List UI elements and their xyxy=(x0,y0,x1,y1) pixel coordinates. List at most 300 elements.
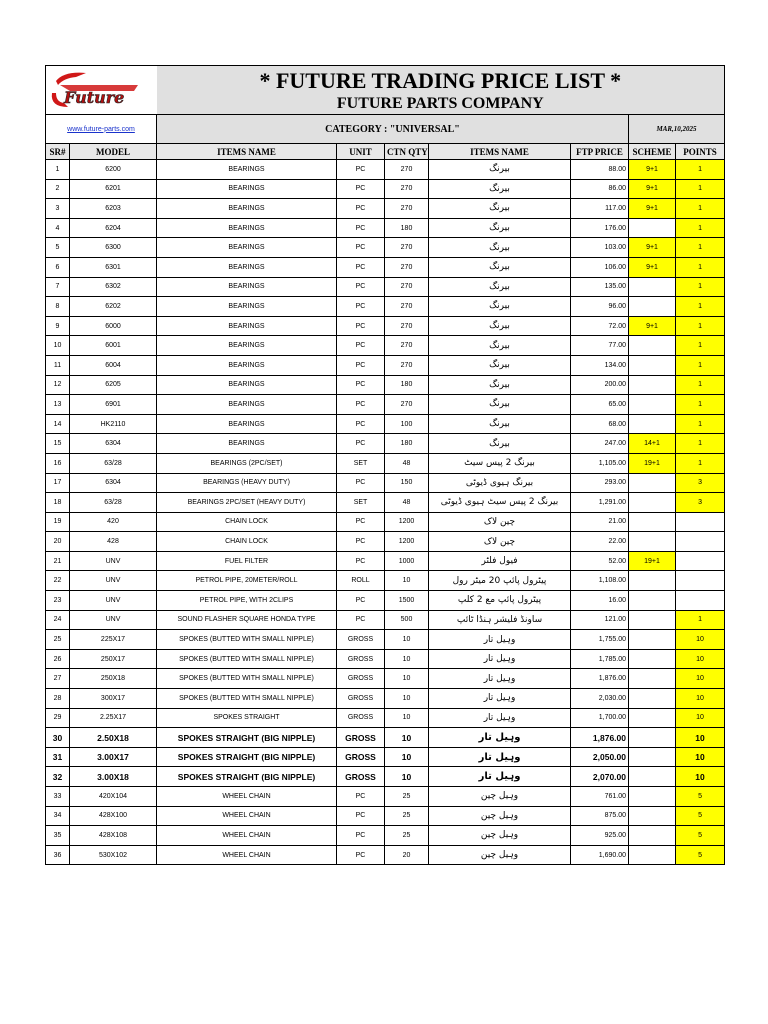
cell-scheme xyxy=(629,708,676,728)
cell-ctn-qty: 270 xyxy=(385,355,429,375)
cell-scheme xyxy=(629,669,676,689)
table-row xyxy=(46,669,725,689)
cell-ctn-qty: 10 xyxy=(385,571,429,591)
cell-item-name: CHAIN LOCK xyxy=(157,512,337,532)
cell-ftp-price: 16.00 xyxy=(571,591,629,611)
table-row xyxy=(46,395,725,415)
cell-item-name: BEARINGS (HEAVY DUTY) xyxy=(157,473,337,493)
cell-points xyxy=(676,551,725,571)
cell-item-name-urdu: وہیل چین xyxy=(429,826,571,846)
cell-ctn-qty: 10 xyxy=(385,747,429,767)
cell-sr: 35 xyxy=(46,826,70,846)
cell-scheme xyxy=(629,689,676,709)
cell-item-name: SPOKES (BUTTED WITH SMALL NIPPLE) xyxy=(157,649,337,669)
table-row xyxy=(46,316,725,336)
cell-sr: 13 xyxy=(46,395,70,415)
col-ftp-price: FTP PRICE xyxy=(571,144,629,160)
cell-ctn-qty: 1000 xyxy=(385,551,429,571)
cell-ftp-price: 86.00 xyxy=(571,179,629,199)
cell-ctn-qty: 1200 xyxy=(385,512,429,532)
cell-scheme xyxy=(629,336,676,356)
cell-unit: PC xyxy=(337,238,385,258)
cell-ftp-price: 65.00 xyxy=(571,395,629,415)
cell-item-name: BEARINGS xyxy=(157,414,337,434)
cell-points xyxy=(676,512,725,532)
cell-ctn-qty: 25 xyxy=(385,826,429,846)
cell-scheme xyxy=(629,591,676,611)
cell-model: 300X17 xyxy=(70,689,157,709)
cell-model: 6205 xyxy=(70,375,157,395)
cell-item-name-urdu: بیرنگ 2 پیس سیٹ ہیوی ڈیوٹی xyxy=(429,493,571,513)
cell-sr: 31 xyxy=(46,747,70,767)
cell-ctn-qty: 180 xyxy=(385,375,429,395)
cell-sr: 11 xyxy=(46,355,70,375)
cell-item-name: BEARINGS 2PC/SET (HEAVY DUTY) xyxy=(157,493,337,513)
cell-points: 5 xyxy=(676,826,725,846)
cell-item-name: BEARINGS xyxy=(157,375,337,395)
cell-scheme xyxy=(629,375,676,395)
cell-item-name-urdu: پیٹرول پائپ مع 2 کلپ xyxy=(429,591,571,611)
cell-ftp-price: 52.00 xyxy=(571,551,629,571)
cell-ctn-qty: 270 xyxy=(385,277,429,297)
cell-ftp-price: 247.00 xyxy=(571,434,629,454)
cell-ctn-qty: 48 xyxy=(385,493,429,513)
cell-item-name: SPOKES (BUTTED WITH SMALL NIPPLE) xyxy=(157,689,337,709)
cell-ftp-price: 2,070.00 xyxy=(571,767,629,787)
cell-sr: 21 xyxy=(46,551,70,571)
cell-sr: 6 xyxy=(46,257,70,277)
cell-model: 420 xyxy=(70,512,157,532)
cell-scheme xyxy=(629,218,676,238)
table-row xyxy=(46,610,725,630)
cell-item-name: BEARINGS xyxy=(157,297,337,317)
cell-model: 6901 xyxy=(70,395,157,415)
cell-sr: 26 xyxy=(46,649,70,669)
cell-ctn-qty: 270 xyxy=(385,336,429,356)
cell-unit: PC xyxy=(337,160,385,180)
cell-points: 10 xyxy=(676,689,725,709)
cell-item-name: BEARINGS xyxy=(157,395,337,415)
cell-item-name-urdu: وہیل تار xyxy=(429,689,571,709)
col-ctn-qty: CTN QTY xyxy=(385,144,429,160)
cell-ftp-price: 1,108.00 xyxy=(571,571,629,591)
cell-points: 3 xyxy=(676,473,725,493)
col-items-name: ITEMS NAME xyxy=(157,144,337,160)
cell-item-name-urdu: چین لاک xyxy=(429,532,571,552)
cell-model: 6202 xyxy=(70,297,157,317)
table-row xyxy=(46,767,725,787)
cell-scheme xyxy=(629,395,676,415)
cell-unit: GROSS xyxy=(337,747,385,767)
cell-points: 1 xyxy=(676,434,725,454)
cell-unit: PC xyxy=(337,355,385,375)
table-row xyxy=(46,591,725,611)
cell-scheme xyxy=(629,826,676,846)
table-row xyxy=(46,728,725,748)
cell-model: 6301 xyxy=(70,257,157,277)
cell-ftp-price: 88.00 xyxy=(571,160,629,180)
cell-model: 3.00X17 xyxy=(70,747,157,767)
cell-item-name: PETROL PIPE, WITH 2CLIPS xyxy=(157,591,337,611)
cell-item-name-urdu: وہیل چین xyxy=(429,787,571,807)
cell-ctn-qty: 1500 xyxy=(385,591,429,611)
cell-unit: GROSS xyxy=(337,708,385,728)
cell-item-name: WHEEL CHAIN xyxy=(157,826,337,846)
cell-unit: GROSS xyxy=(337,649,385,669)
col-items-name-urdu: ITEMS NAME xyxy=(429,144,571,160)
cell-item-name: SPOKES (BUTTED WITH SMALL NIPPLE) xyxy=(157,669,337,689)
table-row xyxy=(46,277,725,297)
cell-unit: GROSS xyxy=(337,669,385,689)
cell-sr: 36 xyxy=(46,845,70,865)
table-row xyxy=(46,630,725,650)
cell-item-name: BEARINGS xyxy=(157,316,337,336)
cell-ctn-qty: 25 xyxy=(385,787,429,807)
cell-item-name-urdu: چین لاک xyxy=(429,512,571,532)
table-row xyxy=(46,708,725,728)
cell-item-name-urdu: بیرنگ xyxy=(429,395,571,415)
cell-model: 6200 xyxy=(70,160,157,180)
cell-model: 6001 xyxy=(70,336,157,356)
website-link[interactable]: www.future-parts.com xyxy=(67,125,135,133)
cell-item-name: SOUND FLASHER SQUARE HONDA TYPE xyxy=(157,610,337,630)
cell-scheme xyxy=(629,649,676,669)
table-row xyxy=(46,297,725,317)
cell-unit: PC xyxy=(337,845,385,865)
cell-points: 10 xyxy=(676,747,725,767)
table-row xyxy=(46,257,725,277)
cell-item-name-urdu: پیٹرول پائپ 20 میٹر رول xyxy=(429,571,571,591)
cell-points: 1 xyxy=(676,355,725,375)
table-row xyxy=(46,218,725,238)
cell-sr: 5 xyxy=(46,238,70,258)
cell-item-name-urdu: وہیل تار xyxy=(429,728,571,748)
table-row xyxy=(46,434,725,454)
cell-item-name: SPOKES STRAIGHT (BIG NIPPLE) xyxy=(157,747,337,767)
cell-ftp-price: 875.00 xyxy=(571,806,629,826)
cell-ctn-qty: 500 xyxy=(385,610,429,630)
cell-ctn-qty: 270 xyxy=(385,395,429,415)
cell-sr: 1 xyxy=(46,160,70,180)
cell-ftp-price: 121.00 xyxy=(571,610,629,630)
table-row xyxy=(46,649,725,669)
cell-sr: 3 xyxy=(46,199,70,219)
table-row xyxy=(46,571,725,591)
cell-unit: PC xyxy=(337,806,385,826)
cell-unit: PC xyxy=(337,512,385,532)
cell-ctn-qty: 1200 xyxy=(385,532,429,552)
category-label: CATEGORY : "UNIVERSAL" xyxy=(157,115,629,144)
cell-unit: PC xyxy=(337,473,385,493)
cell-unit: PC xyxy=(337,551,385,571)
cell-sr: 19 xyxy=(46,512,70,532)
cell-unit: PC xyxy=(337,316,385,336)
cell-item-name: BEARINGS (2PC/SET) xyxy=(157,453,337,473)
table-row xyxy=(46,512,725,532)
cell-sr: 27 xyxy=(46,669,70,689)
cell-ftp-price: 22.00 xyxy=(571,532,629,552)
cell-ctn-qty: 10 xyxy=(385,669,429,689)
company-name: FUTURE PARTS COMPANY xyxy=(336,95,544,112)
cell-scheme: 9+1 xyxy=(629,179,676,199)
cell-item-name-urdu: وہیل چین xyxy=(429,806,571,826)
cell-ctn-qty: 10 xyxy=(385,708,429,728)
cell-ctn-qty: 270 xyxy=(385,257,429,277)
table-row xyxy=(46,532,725,552)
cell-scheme: 9+1 xyxy=(629,199,676,219)
cell-scheme: 9+1 xyxy=(629,238,676,258)
cell-ftp-price: 103.00 xyxy=(571,238,629,258)
cell-item-name-urdu: وہیل تار xyxy=(429,630,571,650)
cell-item-name: WHEEL CHAIN xyxy=(157,787,337,807)
cell-model: 63/28 xyxy=(70,453,157,473)
table-row xyxy=(46,179,725,199)
cell-item-name-urdu: بیرنگ xyxy=(429,199,571,219)
cell-scheme xyxy=(629,845,676,865)
cell-item-name: BEARINGS xyxy=(157,355,337,375)
cell-item-name: SPOKES STRAIGHT (BIG NIPPLE) xyxy=(157,728,337,748)
cell-points: 1 xyxy=(676,257,725,277)
cell-model: 428 xyxy=(70,532,157,552)
cell-sr: 20 xyxy=(46,532,70,552)
cell-unit: SET xyxy=(337,493,385,513)
cell-points: 1 xyxy=(676,160,725,180)
cell-ftp-price: 925.00 xyxy=(571,826,629,846)
column-header-row xyxy=(46,144,725,160)
cell-sr: 33 xyxy=(46,787,70,807)
cell-unit: PC xyxy=(337,787,385,807)
cell-scheme xyxy=(629,493,676,513)
cell-model: 6302 xyxy=(70,277,157,297)
cell-model: UNV xyxy=(70,610,157,630)
cell-unit: PC xyxy=(337,277,385,297)
cell-scheme: 9+1 xyxy=(629,257,676,277)
cell-scheme xyxy=(629,355,676,375)
cell-ctn-qty: 180 xyxy=(385,218,429,238)
cell-item-name-urdu: بیرنگ 2 پیس سیٹ xyxy=(429,453,571,473)
cell-unit: PC xyxy=(337,179,385,199)
cell-points: 1 xyxy=(676,336,725,356)
cell-unit: GROSS xyxy=(337,728,385,748)
cell-points: 5 xyxy=(676,845,725,865)
table-row xyxy=(46,160,725,180)
cell-ctn-qty: 25 xyxy=(385,806,429,826)
cell-sr: 10 xyxy=(46,336,70,356)
cell-scheme xyxy=(629,787,676,807)
cell-item-name: WHEEL CHAIN xyxy=(157,845,337,865)
cell-sr: 28 xyxy=(46,689,70,709)
cell-scheme xyxy=(629,806,676,826)
cell-ftp-price: 2,030.00 xyxy=(571,689,629,709)
cell-item-name-urdu: بیرنگ xyxy=(429,238,571,258)
cell-item-name-urdu: بیرنگ xyxy=(429,316,571,336)
cell-unit: PC xyxy=(337,375,385,395)
cell-ctn-qty: 270 xyxy=(385,179,429,199)
cell-ftp-price: 1,291.00 xyxy=(571,493,629,513)
cell-points: 1 xyxy=(676,297,725,317)
cell-sr: 25 xyxy=(46,630,70,650)
cell-points: 10 xyxy=(676,630,725,650)
cell-ftp-price: 68.00 xyxy=(571,414,629,434)
cell-item-name: PETROL PIPE, 20METER/ROLL xyxy=(157,571,337,591)
cell-model: UNV xyxy=(70,551,157,571)
cell-ftp-price: 135.00 xyxy=(571,277,629,297)
cell-model: UNV xyxy=(70,571,157,591)
cell-unit: GROSS xyxy=(337,767,385,787)
cell-ftp-price: 200.00 xyxy=(571,375,629,395)
cell-points: 10 xyxy=(676,669,725,689)
cell-model: 2.25X17 xyxy=(70,708,157,728)
cell-item-name: WHEEL CHAIN xyxy=(157,806,337,826)
cell-item-name: BEARINGS xyxy=(157,336,337,356)
cell-model: 530X102 xyxy=(70,845,157,865)
table-row xyxy=(46,747,725,767)
cell-item-name-urdu: وہیل تار xyxy=(429,649,571,669)
table-row xyxy=(46,826,725,846)
table-body xyxy=(46,160,725,865)
date-label: MAR,10,2025 xyxy=(629,115,725,144)
cell-item-name: BEARINGS xyxy=(157,277,337,297)
cell-points xyxy=(676,532,725,552)
cell-scheme xyxy=(629,767,676,787)
cell-model: 6000 xyxy=(70,316,157,336)
cell-item-name: SPOKES (BUTTED WITH SMALL NIPPLE) xyxy=(157,630,337,650)
page-title: * FUTURE TRADING PRICE LIST * xyxy=(259,68,622,93)
logo xyxy=(46,66,157,115)
table-row xyxy=(46,375,725,395)
cell-sr: 24 xyxy=(46,610,70,630)
cell-ctn-qty: 150 xyxy=(385,473,429,493)
cell-sr: 22 xyxy=(46,571,70,591)
cell-ftp-price: 176.00 xyxy=(571,218,629,238)
cell-ctn-qty: 270 xyxy=(385,238,429,258)
table-row xyxy=(46,355,725,375)
cell-item-name: SPOKES STRAIGHT (BIG NIPPLE) xyxy=(157,767,337,787)
table-row xyxy=(46,787,725,807)
cell-points: 1 xyxy=(676,414,725,434)
cell-item-name-urdu: وہیل تار xyxy=(429,747,571,767)
cell-item-name: BEARINGS xyxy=(157,199,337,219)
cell-ftp-price: 1,785.00 xyxy=(571,649,629,669)
cell-points: 10 xyxy=(676,767,725,787)
cell-sr: 8 xyxy=(46,297,70,317)
cell-scheme: 14+1 xyxy=(629,434,676,454)
cell-points: 1 xyxy=(676,453,725,473)
cell-points: 5 xyxy=(676,787,725,807)
cell-item-name-urdu: بیرنگ xyxy=(429,297,571,317)
cell-model: 428X108 xyxy=(70,826,157,846)
cell-ctn-qty: 100 xyxy=(385,414,429,434)
cell-ctn-qty: 180 xyxy=(385,434,429,454)
cell-ctn-qty: 270 xyxy=(385,199,429,219)
cell-sr: 14 xyxy=(46,414,70,434)
col-unit: UNIT xyxy=(337,144,385,160)
website-cell xyxy=(46,115,157,144)
cell-model: 2.50X18 xyxy=(70,728,157,748)
cell-scheme xyxy=(629,610,676,630)
cell-unit: PC xyxy=(337,434,385,454)
cell-item-name: BEARINGS xyxy=(157,179,337,199)
cell-sr: 2 xyxy=(46,179,70,199)
cell-points: 1 xyxy=(676,610,725,630)
cell-model: HK2110 xyxy=(70,414,157,434)
cell-sr: 34 xyxy=(46,806,70,826)
cell-points: 5 xyxy=(676,806,725,826)
table-row xyxy=(46,473,725,493)
cell-points: 1 xyxy=(676,375,725,395)
cell-sr: 7 xyxy=(46,277,70,297)
cell-model: 250X18 xyxy=(70,669,157,689)
price-list-table xyxy=(45,65,725,865)
cell-item-name-urdu: بیرنگ ہیوی ڈیوٹی xyxy=(429,473,571,493)
cell-points: 1 xyxy=(676,395,725,415)
cell-ftp-price: 1,700.00 xyxy=(571,708,629,728)
table-row xyxy=(46,336,725,356)
cell-ftp-price: 1,690.00 xyxy=(571,845,629,865)
table-row xyxy=(46,414,725,434)
cell-item-name-urdu: بیرنگ xyxy=(429,414,571,434)
cell-ctn-qty: 10 xyxy=(385,630,429,650)
cell-scheme xyxy=(629,630,676,650)
cell-points: 1 xyxy=(676,199,725,219)
cell-scheme xyxy=(629,414,676,434)
cell-item-name-urdu: بیرنگ xyxy=(429,434,571,454)
cell-scheme xyxy=(629,532,676,552)
cell-ftp-price: 117.00 xyxy=(571,199,629,219)
cell-ctn-qty: 10 xyxy=(385,689,429,709)
cell-points: 1 xyxy=(676,218,725,238)
cell-sr: 29 xyxy=(46,708,70,728)
cell-points: 10 xyxy=(676,649,725,669)
cell-item-name-urdu: ساونڈ فلیشر ہنڈا ٹائپ xyxy=(429,610,571,630)
cell-ftp-price: 96.00 xyxy=(571,297,629,317)
cell-item-name: FUEL FILTER xyxy=(157,551,337,571)
cell-sr: 12 xyxy=(46,375,70,395)
cell-scheme xyxy=(629,473,676,493)
cell-scheme xyxy=(629,512,676,532)
cell-item-name: BEARINGS xyxy=(157,257,337,277)
col-points: POINTS xyxy=(676,144,725,160)
cell-scheme: 9+1 xyxy=(629,160,676,180)
cell-points: 1 xyxy=(676,316,725,336)
logo-text: Future xyxy=(64,87,125,107)
cell-model: 6201 xyxy=(70,179,157,199)
table-row xyxy=(46,689,725,709)
col-scheme: SCHEME xyxy=(629,144,676,160)
cell-scheme: 19+1 xyxy=(629,453,676,473)
cell-sr: 18 xyxy=(46,493,70,513)
title-row xyxy=(46,66,725,115)
cell-item-name-urdu: بیرنگ xyxy=(429,277,571,297)
cell-sr: 16 xyxy=(46,453,70,473)
cell-ctn-qty: 10 xyxy=(385,649,429,669)
cell-unit: PC xyxy=(337,218,385,238)
cell-item-name-urdu: بیرنگ xyxy=(429,257,571,277)
cell-item-name-urdu: بیرنگ xyxy=(429,355,571,375)
cell-item-name-urdu: بیرنگ xyxy=(429,375,571,395)
cell-ctn-qty: 270 xyxy=(385,297,429,317)
cell-sr: 30 xyxy=(46,728,70,748)
cell-points: 1 xyxy=(676,238,725,258)
cell-scheme: 9+1 xyxy=(629,316,676,336)
cell-ftp-price: 77.00 xyxy=(571,336,629,356)
cell-unit: PC xyxy=(337,395,385,415)
cell-unit: PC xyxy=(337,414,385,434)
cell-ftp-price: 1,105.00 xyxy=(571,453,629,473)
cell-item-name-urdu: بیرنگ xyxy=(429,160,571,180)
cell-item-name-urdu: بیرنگ xyxy=(429,336,571,356)
cell-scheme xyxy=(629,297,676,317)
